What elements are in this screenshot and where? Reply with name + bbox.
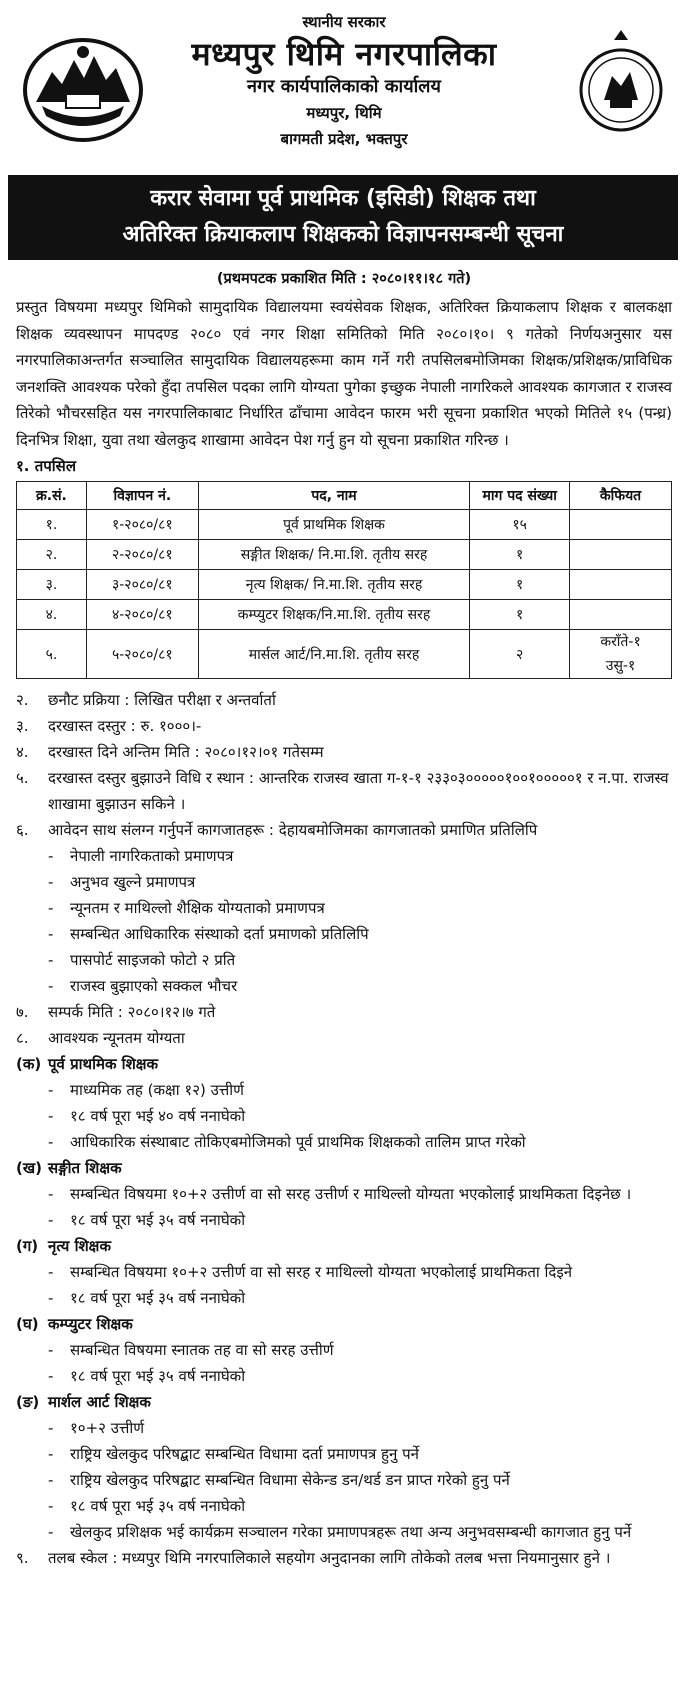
sub-item: - १८ वर्ष पूरा भई ३५ वर्ष ननाघेको (48, 1289, 246, 1307)
cell-remarks (570, 510, 672, 540)
table-row (17, 600, 672, 630)
notice-title-line-1: करार सेवामा पूर्व प्राथमिक (इसिडी) शिक्षक तथा (150, 186, 536, 211)
sub-item: - सम्बन्धित आधिकारिक संस्थाको दर्ता प्रमाणको प्रतिलिपि (48, 925, 369, 943)
qualification-heading: (क) पूर्व प्राथमिक शिक्षक (16, 1055, 159, 1073)
sub-item: - १८ वर्ष पूरा भई ३५ वर्ष ननाघेको (48, 1211, 246, 1229)
sub-item: - माध्यमिक तह (कक्षा १२) उत्तीर्ण (48, 1081, 244, 1099)
cell-post: सङ्गीत शिक्षक/ नि.मा.शि. तृतीय सरह (198, 540, 469, 570)
cell-count: १ (470, 540, 570, 570)
sub-item: - १०+२ उत्तीर्ण (48, 1419, 145, 1437)
qualification-heading: (ङ) मार्शल आर्ट शिक्षक (16, 1393, 151, 1411)
table-header-row (17, 482, 672, 510)
cell-post: पूर्व प्राथमिक शिक्षक (198, 510, 469, 540)
cell-sn: ५. (17, 630, 87, 679)
office-name: नगर कार्यपालिकाको कार्यालय (247, 76, 441, 97)
sub-item: - आधिकारिक संस्थाबाट तोकिएबमोजिमको पूर्व प्राथमिक शिक्षकको तालिम प्राप्त गरेको (48, 1133, 526, 1151)
remark-karate: कराँते-१ (600, 634, 641, 650)
sub-item: - सम्बन्धित विषयमा १०+२ उत्तीर्ण वा सो सरह उत्तीर्ण र माथिल्लो योग्यता भएकोलाई प्राथमिकता दिइनेछ । (48, 1185, 632, 1203)
sub-item: - खेलकुद प्रशिक्षक भई कार्यक्रम सञ्चालन गरेका प्रमाणपत्रहरू तथा अन्य अनुभवसम्बन्धी कागजात हुनु पर्ने (48, 1523, 632, 1541)
cell-sn: २. (17, 540, 87, 570)
local-government-label: स्थानीय सरकार (302, 13, 386, 31)
sub-item: - नेपाली नागरिकताको प्रमाणपत्र (48, 847, 234, 865)
sub-item: - अनुभव खुल्ने प्रमाणपत्र (48, 873, 196, 891)
notice-items (16, 687, 672, 1571)
cell-count: १५ (470, 510, 570, 540)
sub-item: - राजस्व बुझाएको सक्कल भौचर (48, 977, 238, 995)
list-item: ३. दरखास्त दस्तुर : रु. १०००।- (16, 717, 202, 735)
qualification-heading: (घ) कम्प्युटर शिक्षक (16, 1315, 133, 1333)
list-item: ५. दरखास्त दस्तुर बुझाउने विधि र स्थान : आन्तरिक राजस्व खाता ग-१-१ २३३०३०००००१००१०००००१ र न.पा. राजस्व शाखामा बुझाउन सकिने । (16, 769, 669, 813)
cell-remarks (570, 600, 672, 630)
cell-post: मार्सल आर्ट/नि.मा.शि. तृतीय सरह (198, 630, 469, 679)
cell-adv-no: ४-२०८०/८१ (86, 600, 198, 630)
sub-item: - सम्बन्धित विषयमा स्नातक तह वा सो सरह उत्तीर्ण (48, 1341, 334, 1359)
municipality-logo-icon (576, 26, 666, 146)
publication-date: (प्रथमपटक प्रकाशित मिति : २०८०।११।१८ गते) (216, 271, 472, 287)
col-header-adv-no: विज्ञापन नं. (86, 482, 198, 510)
col-header-count: माग पद संख्या (470, 482, 570, 510)
intro-paragraph: प्रस्तुत विषयमा मध्यपुर थिमिको सामुदायिक विद्यालयमा स्वयंसेवक शिक्षक, अतिरिक्त क्रियाकलाप शिक्षक र बालकक्षा शिक्षक व्यवस्थापन मापदण्ड २०८० एवं नगर शिक्षा समितिको मिति २०८०।१०। ९ गतेको निर्णयअनुसार यस नगरपालिकाअन्तर्गत सञ्चालित सामुदायिक विद्यालयहरूमा काम गर्ने गरी तपसिलबमोजिमका शिक्षक/प्रशिक्षक/प्राविधिक जनशक्ति आवश्यक परेको हुँदा तपसिल पदका लागि योग्यता पुगेका इच्छुक नेपाली नागरिकले आवश्यक कागजात र राजस्व तिरेको भौचरसहित यस नगरपालिकाबाट निर्धारित ढाँचामा आवेदन फारम भरी सूचना प्रकाशित भएको मितिले १५ (पन्ध्र) दिनभित्र शिक्षा, युवा तथा खेलकुद शाखामा आवेदन पेश गर्नु हुन यो सूचना प्रकाशित गरिन्छ । (16, 298, 672, 449)
national-emblem-icon (22, 32, 144, 144)
office-city: मध्यपुर, थिमि (306, 104, 382, 122)
list-item: ४. दरखास्त दिने अन्तिम मिति : २०८०।१२।०१ गतेसम्म (16, 743, 324, 761)
sub-item: - पासपोर्ट साइजको फोटो २ प्रति (48, 951, 236, 969)
table-row (17, 630, 672, 679)
qualification-heading: (ग) नृत्य शिक्षक (16, 1237, 111, 1255)
sub-item: - राष्ट्रिय खेलकुद परिषद्बाट सम्बन्धित विधामा दर्ता प्रमाणपत्र हुनु पर्ने (48, 1445, 419, 1463)
col-header-post: पद, नाम (198, 482, 469, 510)
cell-sn: ४. (17, 600, 87, 630)
table-row (17, 540, 672, 570)
col-header-remarks: कैफियत (570, 482, 672, 510)
list-item: ९. तलब स्केल : मध्यपुर थिमि नगरपालिकाले सहयोग अनुदानका लागि तोकेको तलब भत्ता नियमानुसार हुने । (16, 1549, 611, 1567)
cell-post: नृत्य शिक्षक/ नि.मा.शि. तृतीय सरह (198, 570, 469, 600)
cell-count: १ (470, 600, 570, 630)
cell-post: कम्प्युटर शिक्षक/नि.मा.शि. तृतीय सरह (198, 600, 469, 630)
cell-remarks (570, 540, 672, 570)
letterhead (16, 10, 672, 175)
cell-adv-no: १-२०८०/८१ (86, 510, 198, 540)
list-item: ८. आवश्यक न्यूनतम योग्यता (16, 1029, 185, 1047)
cell-adv-no: २-२०८०/८१ (86, 540, 198, 570)
sub-item: - १८ वर्ष पूरा भई ४० वर्ष ननाघेको (48, 1107, 246, 1125)
qualification-heading: (ख) सङ्गीत शिक्षक (16, 1159, 122, 1177)
sub-item: - सम्बन्धित विषयमा १०+२ उत्तीर्ण वा सो सरह र माथिल्लो योग्यता भएकोलाई प्राथमिकता दिइने (48, 1263, 573, 1281)
notice-title-line-2: अतिरिक्त क्रियाकलाप शिक्षकको विज्ञापनसम्बन्धी सूचना (122, 222, 564, 247)
cell-count: २ (470, 630, 570, 679)
col-header-sn: क्र.सं. (17, 482, 87, 510)
cell-adv-no: ३-२०८०/८१ (86, 570, 198, 600)
remark-wushu: उसु-१ (605, 658, 636, 674)
schedule-heading: १. तपसिल (16, 457, 76, 475)
vacancy-table (16, 481, 672, 679)
cell-sn: १. (17, 510, 87, 540)
list-item: ७. सम्पर्क मिति : २०८०।१२।७ गते (16, 1003, 216, 1021)
municipality-name: मध्यपुर थिमि नगरपालिका (191, 35, 497, 73)
cell-remarks (570, 570, 672, 600)
cell-remarks (570, 630, 672, 679)
notice-title-banner (8, 175, 678, 260)
sub-item: - १८ वर्ष पूरा भई ३५ वर्ष ननाघेको (48, 1367, 246, 1385)
table-row (17, 570, 672, 600)
sub-item: - न्यूनतम र माथिल्लो शैक्षिक योग्यताको प्रमाणपत्र (48, 899, 325, 917)
list-item: ६. आवेदन साथ संलग्न गर्नुपर्ने कागजातहरू : देहायबमोजिमका कागजातको प्रमाणित प्रतिलिपि (16, 821, 538, 839)
cell-count: १ (470, 570, 570, 600)
sub-item: - १८ वर्ष पूरा भई ३५ वर्ष ननाघेको (48, 1497, 246, 1515)
sub-item: - राष्ट्रिय खेलकुद परिषद्बाट सम्बन्धित विधामा सेकेन्ड डन/थर्ड डन प्राप्त गरेको हुनु पर्ने (48, 1471, 510, 1489)
table-row (17, 510, 672, 540)
cell-sn: ३. (17, 570, 87, 600)
list-item: २. छनौट प्रक्रिया : लिखित परीक्षा र अन्तर्वार्ता (16, 691, 276, 709)
cell-adv-no: ५-२०८०/८१ (86, 630, 198, 679)
office-province: बागमती प्रदेश, भक्तपुर (280, 130, 408, 148)
